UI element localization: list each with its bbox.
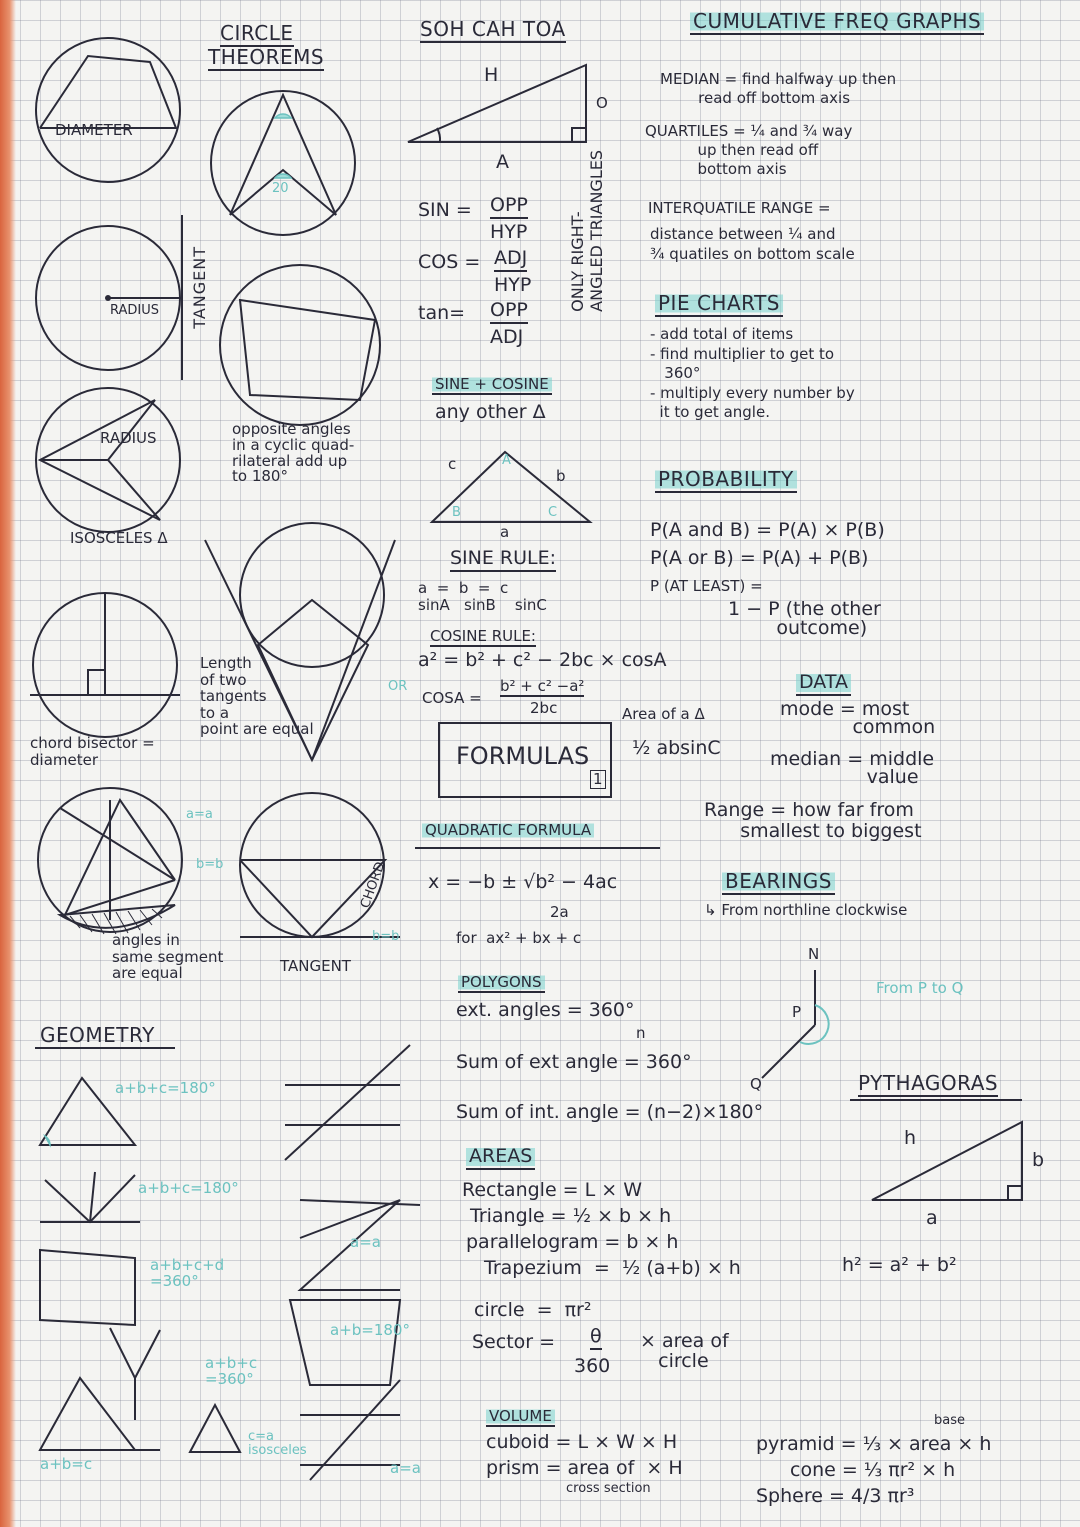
ext-angles-formula: ext. angles = 360° — [456, 999, 635, 1021]
sum-int-angle: Sum of int. angle = (n−2)×180° — [456, 1101, 764, 1123]
tangent-label: TANGENT — [280, 957, 351, 975]
area-sector-num: θ — [590, 1326, 602, 1350]
any-other-triangle: any other Δ — [435, 401, 546, 423]
bearings-n: N — [808, 945, 820, 963]
formulas-title: FORMULAS — [456, 742, 590, 770]
radius-label-1: RADIUS — [110, 303, 160, 318]
volume-pyramid: pyramid = ⅓ × area × h — [756, 1433, 992, 1455]
quadratic-for: for ax² + bx + c — [456, 929, 582, 947]
volume-prism: prism = area of × H — [486, 1457, 683, 1479]
exterior-angle-diagram — [40, 1378, 160, 1450]
sine-rule-title: SINE RULE: — [450, 548, 556, 572]
area-triangle: Triangle = ½ × b × h — [470, 1205, 672, 1227]
sin-num: OPP — [490, 195, 528, 219]
volume-base-label: base — [934, 1413, 965, 1428]
area-triangle-label: Area of a Δ — [622, 705, 705, 723]
prob-at-least-formula: 1 − P (the other outcome) — [728, 598, 881, 639]
area-triangle-formula: ½ absinC — [632, 737, 721, 759]
quad-sum-label: a+b+c+d =360° — [150, 1256, 225, 1290]
geometry-title: GEOMETRY — [40, 1023, 155, 1047]
tri-c: c — [448, 455, 457, 473]
line-sum-label: a+b+c=180° — [138, 1179, 239, 1197]
cosine-rule-title: COSINE RULE: — [430, 628, 536, 647]
volume-cuboid: cuboid = L × W × H — [486, 1431, 678, 1453]
area-sector-label: Sector = — [472, 1331, 556, 1353]
cos-label: COS = — [418, 251, 481, 273]
areas-title: AREAS — [466, 1146, 535, 1170]
volume-sphere: Sphere = 4/3 πr³ — [756, 1485, 915, 1507]
angle-bb-label-2: b=b — [372, 929, 400, 944]
iqr-desc: distance between ¼ and ¾ quatiles on bottom scale — [650, 225, 855, 263]
bearings-desc: ↳ From northline clockwise — [704, 901, 908, 919]
prob-and: P(A and B) = P(A) × P(B) — [650, 519, 885, 541]
quad-sum-diagram — [40, 1250, 135, 1325]
parallel-lines-diagram — [285, 1045, 420, 1480]
trig-title: SOH CAH TOA — [420, 17, 566, 41]
trig-h-label: H — [484, 64, 499, 86]
quadratic-den: 2a — [550, 903, 569, 921]
same-segment-note: angles in same segment are equal — [112, 931, 224, 982]
pie-title: PIE CHARTS — [655, 292, 783, 317]
area-circle: circle = πr² — [474, 1299, 592, 1321]
diameter-label: DIAMETER — [55, 121, 133, 139]
isosceles-label-geo: c=a isosceles — [248, 1429, 307, 1459]
radius-label-2: RADIUS — [100, 429, 157, 447]
iqr-title: INTERQUATILE RANGE = — [648, 199, 831, 217]
pythagoras-triangle-diagram — [872, 1122, 1022, 1200]
angle-bb-label: b=b — [196, 857, 224, 872]
corresponding-label: a=a — [390, 1459, 421, 1477]
pythagoras-title: PYTHAGORAS — [858, 1071, 999, 1095]
cumulative-median: MEDIAN = find halfway up then read off bottom axis — [660, 70, 897, 107]
circle-radius-isosceles-diagram — [36, 388, 180, 532]
probability-title: PROBABILITY — [655, 468, 797, 493]
polygons-title: POLYGONS — [458, 974, 545, 993]
tri-angle-A: A — [502, 453, 511, 468]
tri-b: b — [556, 467, 566, 485]
pie-steps: - add total of items - find multiplier to get to 360° - multiply every number by it to get angle. — [650, 325, 855, 421]
cyclic-quad-diagram — [220, 265, 380, 425]
chord-label: CHORD — [357, 859, 389, 911]
pythagoras-formula: h² = a² + b² — [842, 1254, 957, 1276]
cumulative-quartiles: QUARTILES = ¼ and ¾ way up then read off bottom axis — [645, 122, 853, 178]
alternate-angle-label: a=a — [350, 1233, 381, 1251]
pythagoras-a: a — [926, 1207, 938, 1229]
tan-label: tan= — [418, 302, 466, 324]
trig-o-label: O — [596, 94, 608, 112]
tri-angle-C: C — [548, 505, 558, 520]
volume-cone: cone = ⅓ πr² × h — [790, 1459, 956, 1481]
volume-prism-section: cross section — [566, 1481, 651, 1496]
cyclic-quad-note: opposite angles in a cyclic quad- rilateral add up to 180° — [232, 420, 355, 486]
tangent-vertical-label: TANGENT — [190, 246, 209, 329]
data-median: median = middle value — [770, 748, 935, 789]
sin-den: HYP — [490, 221, 528, 243]
data-range: Range = how far from smallest to biggest — [704, 799, 922, 842]
pythagoras-h: h — [904, 1127, 917, 1149]
or-label: OR — [388, 679, 408, 694]
circle-diameter-diagram — [36, 38, 180, 182]
tan-num: OPP — [490, 300, 528, 324]
sum-ext-angle: Sum of ext angle = 360° — [456, 1051, 692, 1073]
cointerior-label: a+b=180° — [330, 1321, 410, 1339]
circle-title-1: CIRCLE — [220, 21, 294, 45]
point-sum-label: a+b+c =360° — [205, 1354, 258, 1388]
sine-cosine-title: SINE + COSINE — [432, 376, 552, 395]
only-right-angled-note: ONLY RIGHT- ANGLED TRIANGLES — [568, 150, 607, 312]
area-parallelogram: parallelogram = b × h — [466, 1231, 679, 1253]
cos-den: HYP — [494, 274, 532, 296]
cosine-rule-formula: a² = b² + c² − 2bc × cosA — [418, 649, 667, 671]
tangent-length-note: Length of two tangents to a point are equal — [200, 654, 314, 738]
bearings-q: Q — [750, 1075, 762, 1093]
arrowhead-circle-diagram — [211, 91, 355, 235]
data-title: DATA — [796, 672, 851, 696]
prob-at-least: P (AT LEAST) = — [650, 577, 763, 595]
isosceles-label: ISOSCELES Δ — [70, 529, 168, 547]
chord-bisector-note: chord bisector = diameter — [30, 734, 155, 770]
quadratic-formula: x = −b ± √b² − 4ac — [428, 871, 618, 893]
bearings-diagram — [762, 970, 829, 1078]
data-mode: mode = most common — [780, 698, 936, 739]
area-rectangle: Rectangle = L × W — [462, 1179, 643, 1201]
cosA-den: 2bc — [530, 699, 558, 717]
straight-line-diagram — [40, 1172, 140, 1222]
tri-angle-B: B — [452, 505, 461, 520]
cosA-label: COSA = — [422, 689, 482, 707]
same-segment-diagram — [38, 788, 182, 934]
bearings-from: From P to Q — [876, 979, 964, 997]
tan-den: ADJ — [490, 326, 524, 348]
area-sector-rest: × area of circle — [640, 1330, 729, 1372]
area-sector-den: 360 — [574, 1355, 611, 1377]
bearings-title: BEARINGS — [722, 870, 835, 895]
sine-rule-formula: a = b = c sinA sinB sinC — [418, 579, 547, 614]
area-trapezium: Trapezium = ½ (a+b) × h — [484, 1257, 741, 1279]
cumulative-title: CUMULATIVE FREQ GRAPHS — [690, 10, 984, 35]
angle-20-label: 20 — [272, 181, 289, 196]
angle-aa-label: a=a — [186, 807, 213, 822]
sin-label: SIN = — [418, 199, 472, 221]
cosA-num: b² + c² −a² — [500, 678, 584, 697]
ext-angles-n: n — [636, 1024, 646, 1042]
circle-title-2: THEOREMS — [208, 45, 325, 69]
prob-or: P(A or B) = P(A) + P(B) — [650, 547, 869, 569]
tri-a: a — [500, 523, 510, 541]
bearings-p: P — [792, 1003, 802, 1021]
point-sum-diagram — [110, 1328, 160, 1420]
chord-bisector-diagram — [30, 593, 180, 737]
circle-radius-tangent-diagram — [36, 215, 182, 380]
triangle-sum-label: a+b+c=180° — [115, 1079, 216, 1097]
trig-a-label: A — [496, 151, 509, 173]
volume-title: VOLUME — [486, 1408, 555, 1427]
cos-num: ADJ — [494, 248, 527, 272]
pythagoras-b: b — [1032, 1149, 1045, 1171]
isosceles-diagram — [190, 1405, 240, 1452]
exterior-angle-label: a+b=c — [40, 1455, 93, 1473]
quadratic-title: QUADRATIC FORMULA — [422, 822, 594, 839]
page-number: 1 — [590, 770, 606, 789]
